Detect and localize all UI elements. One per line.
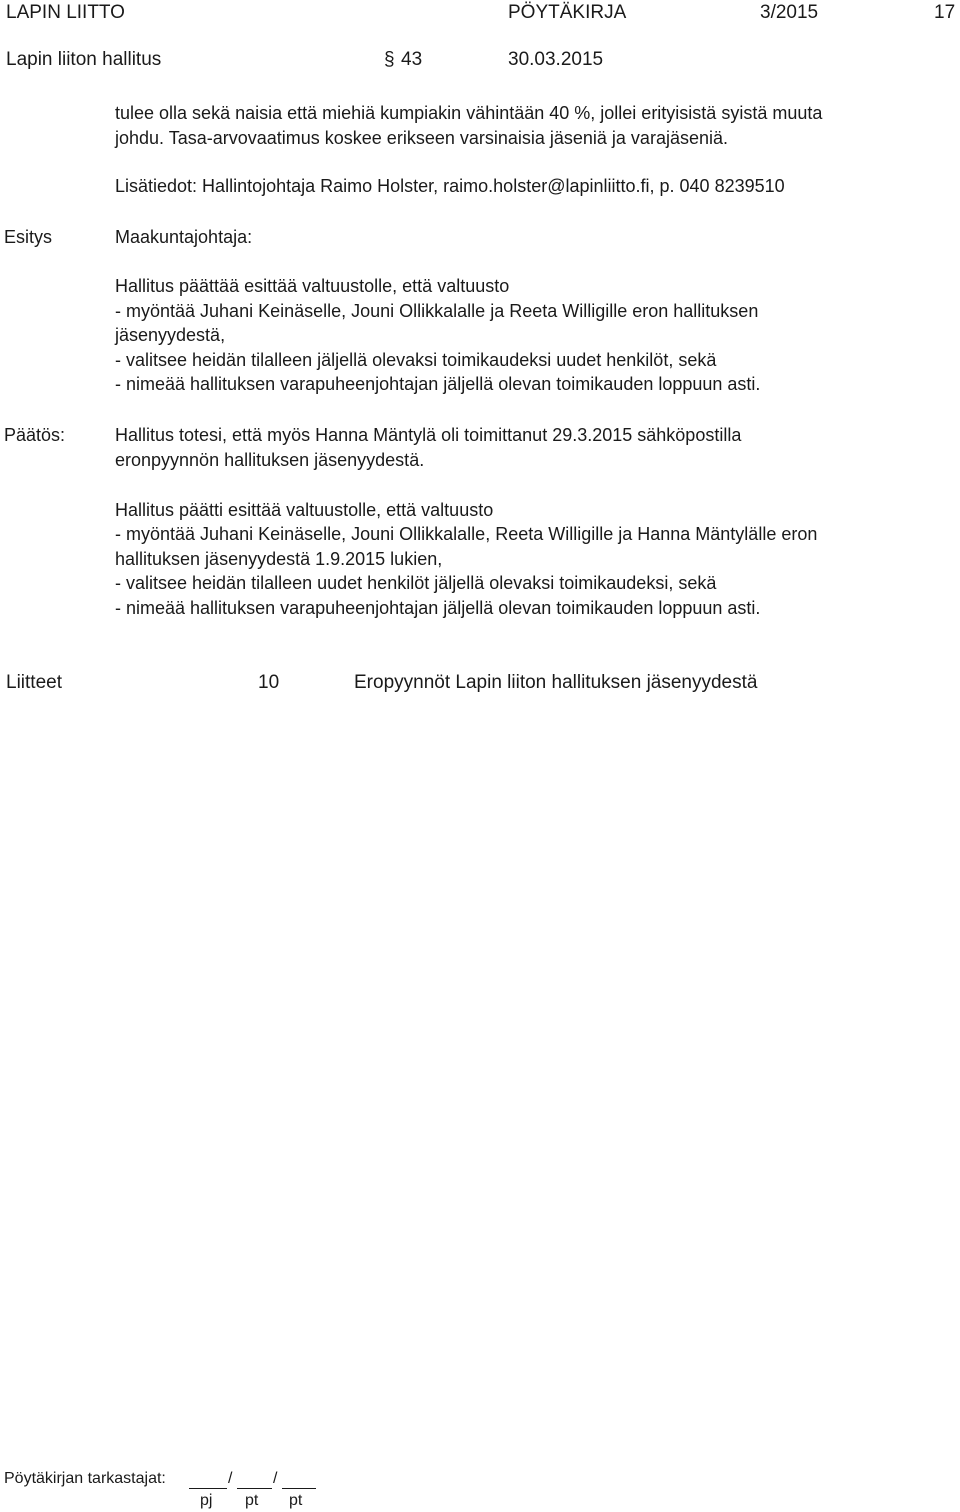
paatos-label: Päätös: bbox=[4, 425, 66, 445]
decision-line: - nimeää hallituksen varapuheenjohtajan jäljellä olevan toimikauden loppuun asti. bbox=[115, 598, 761, 618]
decision-line: hallituksen jäsenyydestä 1.9.2015 lukien, bbox=[115, 549, 443, 569]
esitys-label: Esitys bbox=[4, 227, 53, 247]
proposal-line: - myöntää Juhani Keinäselle, Jouni Ollikkalalle ja Reeta Willigille eron hallituksen bbox=[115, 301, 759, 321]
initials-pt: pt bbox=[245, 1492, 259, 1509]
signature-line bbox=[189, 1488, 227, 1489]
document-number: 3/2015 bbox=[760, 2, 819, 23]
proposal-line: - nimeää hallituksen varapuheenjohtajan jäljellä olevan toimikauden loppuun asti. bbox=[115, 374, 761, 394]
slash-separator: / bbox=[228, 1470, 233, 1487]
meeting-date: 30.03.2015 bbox=[508, 49, 604, 70]
decision-line: - valitsee heidän tilalleen uudet henkilöt jäljellä olevaksi toimikaudeksi, sekä bbox=[115, 573, 717, 593]
initials-pj: pj bbox=[200, 1492, 213, 1509]
document-type: PÖYTÄKIRJA bbox=[508, 2, 627, 23]
attachment-title: Eropyynnöt Lapin liiton hallituksen jäsenyydestä bbox=[354, 672, 758, 693]
proposal-line: - valitsee heidän tilalleen jäljellä olevaksi toimikaudeksi uudet henkilöt, sekä bbox=[115, 350, 717, 370]
section-number: 43 bbox=[401, 49, 423, 70]
signature-line bbox=[237, 1488, 272, 1489]
attachments-label: Liitteet bbox=[6, 672, 62, 693]
proposal-line: Hallitus päättää esittää valtuustolle, että valtuusto bbox=[115, 276, 510, 296]
initials-pt: pt bbox=[289, 1492, 303, 1509]
intro-line: johdu. Tasa-arvovaatimus koskee erikseen varsinaisia jäseniä ja varajäseniä. bbox=[115, 128, 728, 148]
signature-line bbox=[282, 1488, 316, 1489]
decision-line: Hallitus totesi, että myös Hanna Mäntylä oli toimittanut 29.3.2015 sähköpostilla bbox=[115, 425, 742, 445]
slash-separator: / bbox=[273, 1470, 278, 1487]
decision-line: Hallitus päätti esittää valtuustolle, että valtuusto bbox=[115, 500, 494, 520]
decision-line: - myöntää Juhani Keinäselle, Jouni Ollikkalalle, Reeta Willigille ja Hanna Mäntylälle eron bbox=[115, 524, 818, 544]
footer-label: Pöytäkirjan tarkastajat: bbox=[4, 1470, 166, 1487]
decision-line: eronpyynnön hallituksen jäsenyydestä. bbox=[115, 450, 425, 470]
intro-line: tulee olla sekä naisia että miehiä kumpiakin vähintään 40 %, jollei erityisistä syistä muuta bbox=[115, 103, 823, 123]
organization-name: LAPIN LIITTO bbox=[6, 2, 125, 23]
meeting-body: Lapin liiton hallitus bbox=[6, 49, 162, 70]
proposal-line: jäsenyydestä, bbox=[115, 325, 226, 345]
presenter: Maakuntajohtaja: bbox=[115, 227, 253, 247]
attachment-number: 10 bbox=[258, 672, 280, 693]
section-symbol: § bbox=[384, 49, 395, 70]
page-number: 17 bbox=[934, 2, 956, 23]
contact-info: Lisätiedot: Hallintojohtaja Raimo Holster, raimo.holster@lapinliitto.fi, p. 040 8239510 bbox=[115, 176, 785, 196]
